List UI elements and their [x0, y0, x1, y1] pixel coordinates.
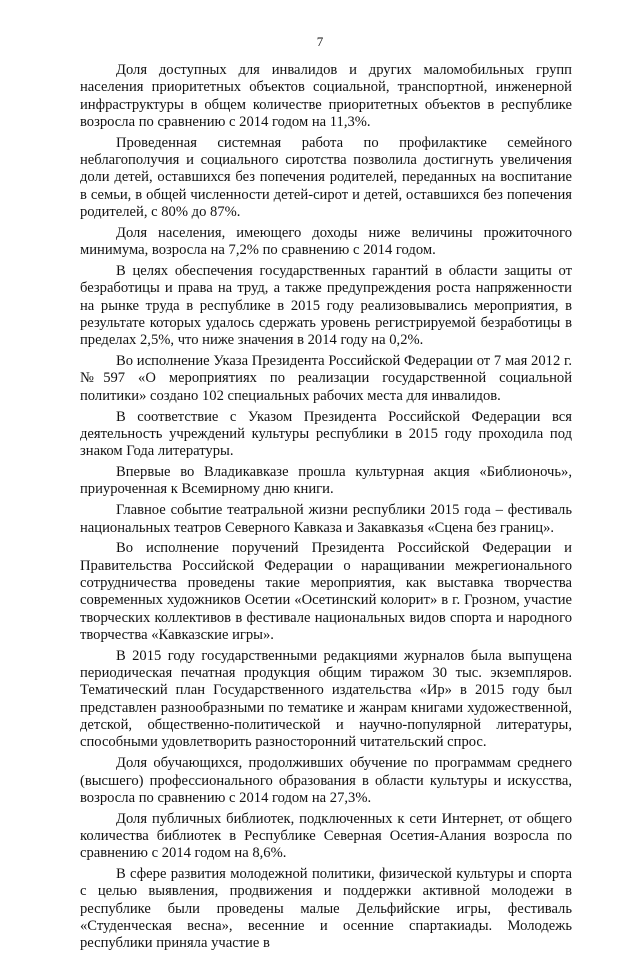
body-text [80, 62, 572, 953]
paragraph-publishing: В 2015 году государственными редакциями журналов была выпущена периодическая печатная продукция общим тиражом 30 тыс. экземпляров. Тематический план Государственного издательства «Ир» в 2015 году был представлен разнообразными по тематике и жанрам книгами художественной, детской, общественно-политической и научно-популярной литературы, способными удовлетворить разносторонний читательский спрос. [80, 647, 572, 751]
paragraph-education: Доля обучающихся, продолживших обучение по программам среднего (высшего) профессионального образования в области культуры и искусства, возросла по сравнению с 2014 годом на 27,3%. [80, 755, 572, 806]
paragraph-unemployment: В целях обеспечения государственных гарантий в области защиты от безработицы и права на труд, а также предупреждения роста напряженности на рынке труда в республике в 2015 году реализовывались мероприятия, в результате которых удалось сдержать уровень регистрируемой безработицы в пределах 2,5%, что ниже значения в 2014 году на 0,2%. [80, 263, 572, 349]
paragraph-interregional: Во исполнение поручений Президента Российской Федерации и Правительства Российской Федерации о наращивании межрегионального сотрудничества проведены такие мероприятия, как выставка творчества современных художников Осетии «Осетинский колорит» в г. Грозном, участие творческих коллективов в фестивале национальных видов спорта и народного творчества «Кавказские игры». [80, 540, 572, 643]
paragraph-youth-sport: В сфере развития молодежной политики, физической культуры и спорта с целью выявления, продвижения и поддержки активной молодежи в республике были проведены малые Дельфийские игры, фестиваль «Студенческая весна», весенние и осенние спартакиады. Молодежь республики приняла участие в [80, 866, 572, 952]
paragraph-decree-597: Во исполнение Указа Президента Российской Федерации от 7 мая 2012 г. №597 «О мероприятиях по реализации государственной социальной политики» создано 102 специальных рабочих места для инвалидов. [80, 353, 572, 404]
paragraph-year-of-literature: В соответствие с Указом Президента Российской Федерации вся деятельность учреждений культуры республики в 2015 году проходила под знаком Года литературы. [80, 408, 572, 460]
paragraph-theatre-festival: Главное событие театральной жизни республики 2015 года – фестиваль национальных театров Северного Кавказа и Закавказья «Сцена без границ». [80, 502, 572, 536]
paragraph-income: Доля населения, имеющего доходы ниже величины прожиточного минимума, возросла на 7,2% по сравнению с 2014 годом. [80, 224, 572, 259]
page-number: 7 [316, 34, 324, 49]
paragraph-library-night: Впервые во Владикавказе прошла культурная акция «Библионочь», приуроченная к Всемирному дню книги. [80, 464, 572, 498]
paragraph-orphans: Проведенная системная работа по профилактике семейного неблагополучия и социального сиротства позволила достигнуть увеличения доли детей, оставшихся без попечения родителей, переданных на воспитание в семьи, в общей численности детей-сирот и детей, оставшихся без попечения родителей, с 80% до 87%. [80, 134, 572, 220]
paragraph-accessibility: Доля доступных для инвалидов и других маломобильных групп населения приоритетных объектов социальной, транспортной, инженерной инфраструктуры в общем количестве приоритетных объектов в республике возросла по сравнению с 2014 годом на 11,3%. [80, 62, 572, 130]
paragraph-libraries-internet: Доля публичных библиотек, подключенных к сети Интернет, от общего количества библиотек в Республике Северная Осетия-Алания возросла по сравнению с 2014 годом на 8,6%. [80, 810, 572, 862]
